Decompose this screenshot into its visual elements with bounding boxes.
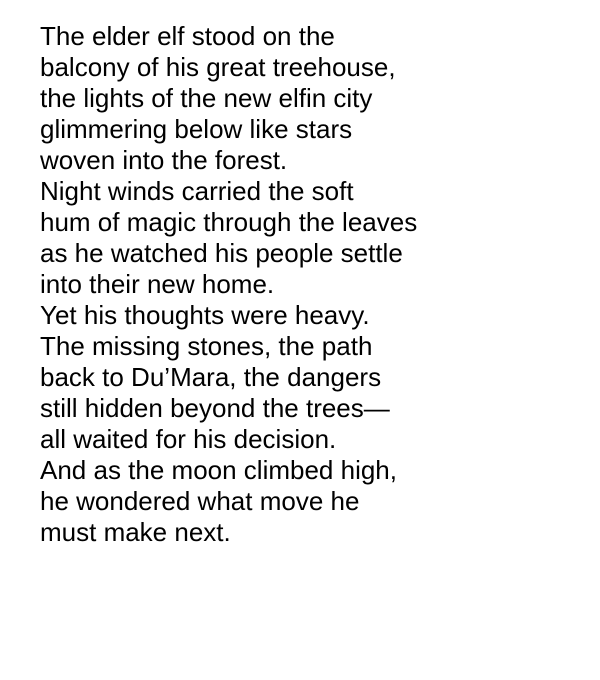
text-line: Night winds carried the soft (40, 176, 354, 206)
story-text (40, 21, 417, 548)
text-line: glimmering below like stars (40, 114, 353, 144)
text-line: balcony of his great treehouse, (40, 52, 396, 82)
text-line: as he watched his people settle (40, 238, 403, 268)
text-line: Yet his thoughts were heavy. (40, 300, 370, 330)
text-line: still hidden beyond the trees— (40, 393, 390, 423)
text-line: into their new home. (40, 269, 275, 299)
text-line: hum of magic through the leaves (40, 207, 418, 237)
text-line: And as the moon climbed high, (40, 455, 397, 485)
text-line: he wondered what move he (40, 486, 360, 516)
text-line: The missing stones, the path (40, 331, 373, 361)
text-line: back to Du’Mara, the dangers (40, 362, 382, 392)
text-line: must make next. (40, 517, 231, 547)
text-line: the lights of the new elfin city (40, 83, 373, 113)
text-line: The elder elf stood on the (40, 21, 335, 51)
text-line: woven into the forest. (40, 145, 288, 175)
text-line: all waited for his decision. (40, 424, 337, 454)
